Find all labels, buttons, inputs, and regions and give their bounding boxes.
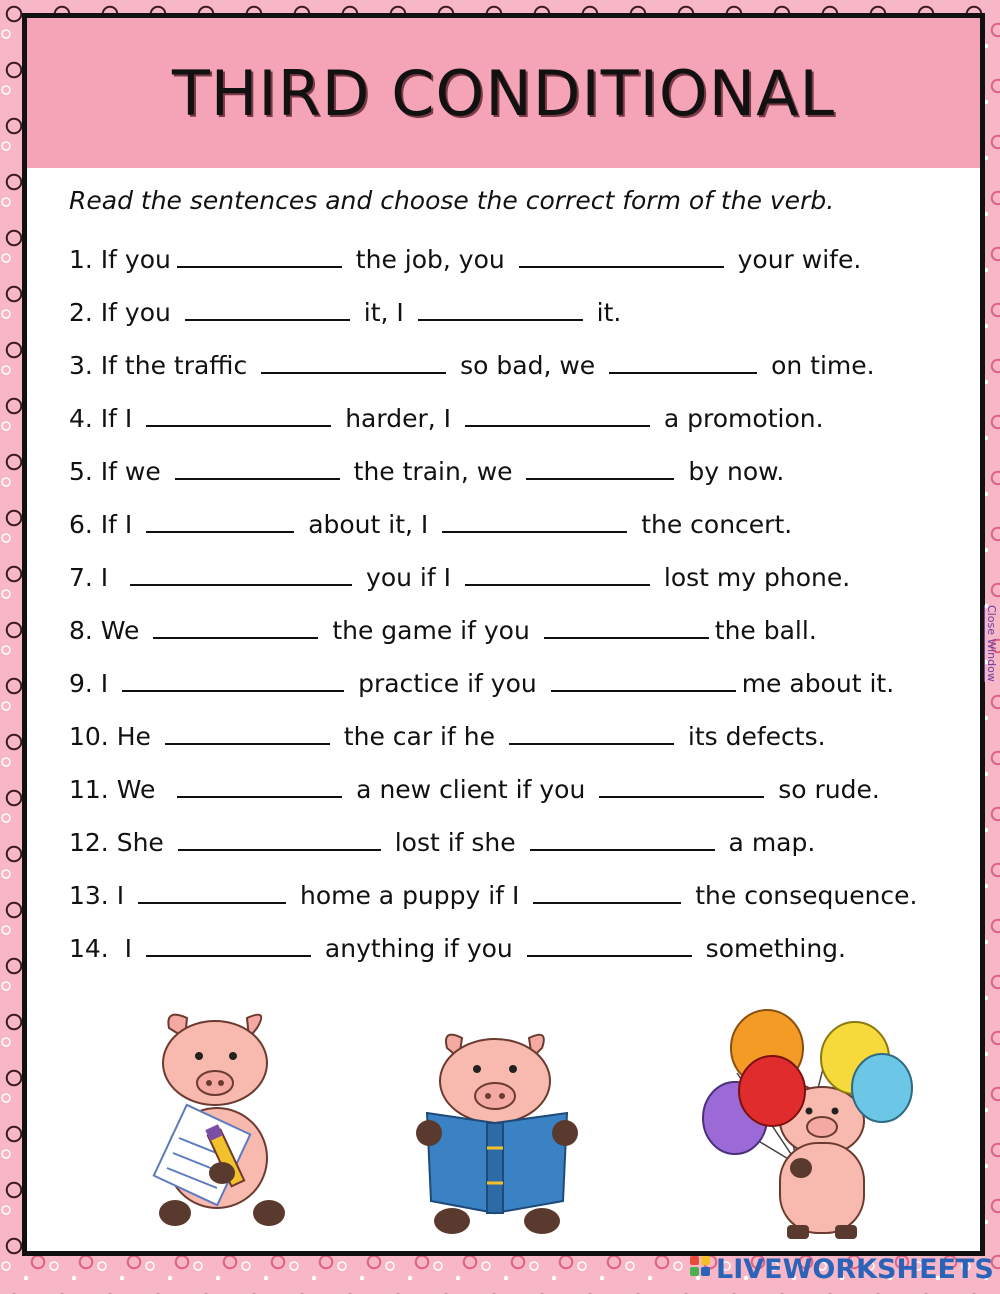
sentence-text: 1. If you [69,245,171,274]
worksheet-title: THIRD CONDITIONAL [171,56,836,130]
pig-writing-icon [154,1015,285,1226]
sentence-text: 2. If you [69,298,179,327]
instructions-text: Read the sentences and choose the correct form of the verb. [69,186,835,215]
sentence-text: lost if she [386,828,524,857]
pig-balloons-icon [703,1010,912,1239]
sentence-text: harder, I [337,404,459,433]
sentence-text: you if I [358,563,459,592]
sentence-text: a new client if you [348,775,594,804]
sentence-text: anything if you [316,934,521,963]
sentence-text: 12. She [69,828,172,857]
logo-icon [690,1256,712,1284]
sentence-text: the concert. [633,510,793,539]
sentence-text: 11. We [69,775,172,804]
sentence-text: 3. If the traffic [69,351,256,380]
sentence-text: 6. If I [69,510,141,539]
close-window-link[interactable]: Close Window [985,605,998,682]
sentence-text: your wife. [729,245,862,274]
sentence-text: the ball. [714,616,817,645]
illustrations [27,18,980,1251]
sentence-text: the game if you [324,616,538,645]
worksheet-frame [22,13,985,1256]
sentence-text: something. [697,934,846,963]
sentence-text: about it, I [300,510,437,539]
pig-reading-icon [416,1035,578,1234]
sentence-text: it, I [355,298,412,327]
sentence-text: the car if he [335,722,503,751]
sentence-text: the consequence. [687,881,918,910]
sentence-text: 14. I [69,934,140,963]
sentence-text: the train, we [345,457,521,486]
sentence-text: a promotion. [655,404,824,433]
sentence-text: so bad, we [452,351,604,380]
sentence-text: 7. I [69,563,125,592]
liveworksheets-logo [690,1254,994,1285]
logo-text: LIVEWORKSHEETS [716,1254,994,1285]
sentence-text: its defects. [679,722,826,751]
sentence-text: practice if you [350,669,545,698]
sentence-text: the job, you [347,245,513,274]
sentence-text: by now. [680,457,785,486]
sentence-text: 13. I [69,881,133,910]
sentence-text: home a puppy if I [292,881,528,910]
sentence-text: 10. He [69,722,159,751]
sentence-text: 4. If I [69,404,141,433]
sentence-text: 9. I [69,669,117,698]
sentence-text: it. [588,298,622,327]
sentence-text: so rude. [770,775,880,804]
sentence-text: 5. If we [69,457,169,486]
sentence-text: on time. [763,351,875,380]
sentence-text: me about it. [741,669,895,698]
sentence-text: a map. [720,828,816,857]
sentence-text: lost my phone. [655,563,851,592]
sentence-text: 8. We [69,616,148,645]
